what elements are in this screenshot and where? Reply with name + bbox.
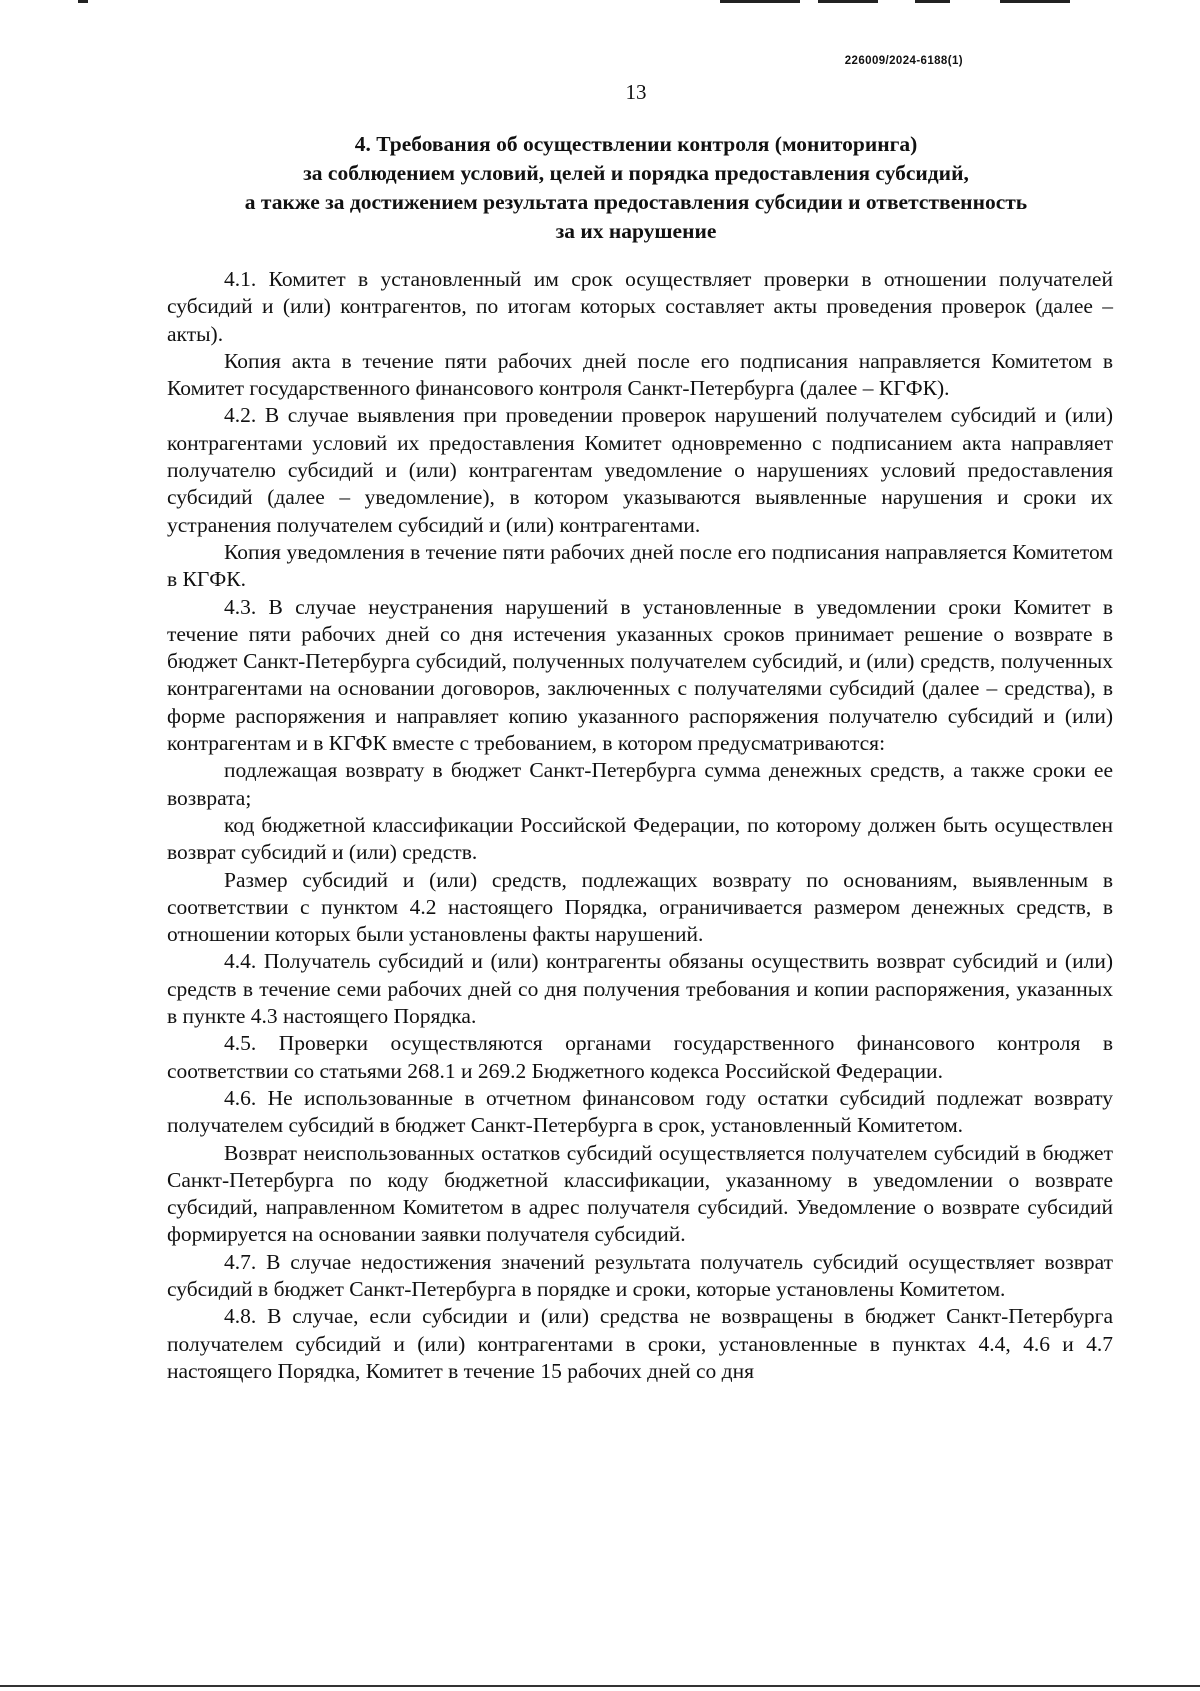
paragraph-budget-code: код бюджетной классификации Российской Федерации, по которому должен быть осуществлен возврат субсидий и (или) средств. [167,812,1113,865]
heading-line: а также за достижением результата предоставления субсидии и ответственность [244,190,1028,214]
heading-line: за соблюдением условий, целей и порядка предоставления субсидий, [303,161,969,185]
paragraph-4-6: 4.6. Не использованные в отчетном финансовом году остатки субсидий подлежат возврату получателем субсидий в бюджет Санкт-Петербурга в срок, установленный Комитетом. [167,1085,1113,1138]
page-number: 13 [625,80,647,104]
paragraph-4-5: 4.5. Проверки осуществляются органами государственного финансового контроля в соответствии со статьями 268.1 и 269.2 Бюджетного кодекса Российской Федерации. [167,1031,1113,1083]
paragraph-4-7: 4.7. В случае недостижения значений результата получатель субсидий осуществляет возврат субсидий в бюджет Санкт-Петербурга в порядке и сроки, которые установлены Комитетом. [167,1249,1113,1301]
paragraph-4-8: 4.8. В случае, если субсидии и (или) средства не возвращены в бюджет Санкт-Петербурга получателем субсидий и (или) контрагентами в сроки, установленные в пунктах 4.4, 4.6 и 4.7 настоящего Порядка, Комитет в течение 15 рабочих дней со дня [167,1304,1113,1383]
paragraph-4-4: 4.4. Получатель субсидий и (или) контрагенты обязаны осуществить возврат субсидий и (или) средств в течение семи рабочих дней со дня получения требования и копии распоряжения, указанных в пункте 4.3 настоящего Порядка. [167,949,1113,1029]
paragraph-refund-size: Размер субсидий и (или) средств, подлежащих возврату по основаниям, выявленным в соответствии с пунктом 4.2 настоящего Порядка, ограничивается размером денежных средств, в отношении которых были установлены факты нарушений. [167,867,1113,947]
scan-top-edge [0,0,1200,4]
paragraph-4-2: 4.2. В случае выявления при проведении проверок нарушений получателем субсидий и (или) контрагентами условий их предоставления Комитет одновременно с подписанием акта направляет получателю субсидий и (или) контрагентам уведомление о нарушениях условий предоставления субсидий (далее – уведомление), в котором указываются выявленные нарушения и сроки их устранения получателем субсидий и (или) контрагентами. [167,403,1113,537]
scan-bottom-edge [0,1685,1200,1687]
heading-line: за их нарушение [555,219,717,243]
paragraph-notice-copy: Копия уведомления в течение пяти рабочих дней после его подписания направляется Комитетом в КГФК. [167,539,1113,592]
paragraph-unused-balance: Возврат неиспользованных остатков субсидий осуществляется получателем субсидий в бюджет Санкт-Петербурга по коду бюджетной классификации, указанному в уведомлении о возврате субсидий, направленном Комитетом в адрес получателя субсидий. Уведомление о возврате субсидий формируется на основании заявки получателя субсидий. [167,1140,1113,1247]
heading-line: 4. Требования об осуществлении контроля (мониторинга) [354,132,918,156]
section-heading [150,130,1122,246]
paragraph-refund-amount: подлежащая возврату в бюджет Санкт-Петербурга сумма денежных средств, а также сроки ее возврата; [167,758,1113,810]
document-registration-number: 226009/2024-6188(1) [844,55,963,67]
paragraph-4-1: 4.1. Комитет в установленный им срок осуществляет проверки в отношении получателей субсидий и (или) контрагентов, по итогам которых составляет акты проведения проверок (далее – акты). [167,267,1113,346]
paragraph-act-copy: Копия акта в течение пяти рабочих дней после его подписания направляется Комитетом в Комитет государственного финансового контроля Санкт-Петербурга (далее – КГФК). [167,348,1113,401]
paragraph-4-3: 4.3. В случае неустранения нарушений в установленные в уведомлении сроки Комитет в течение пяти рабочих дней со дня истечения указанных сроков принимает решение о возврате в бюджет Санкт-Петербурга субсидий, полученных получателем субсидий, и (или) средств, полученных контрагентами на основании договоров, заключенных с получателями субсидий (далее – средства), в форме распоряжения и направляет копию указанного распоряжения получателю субсидий и (или) контрагентам и в КГФК вместе с требованием, в котором предусматриваются: [167,594,1113,756]
document-body [167,266,1113,1385]
